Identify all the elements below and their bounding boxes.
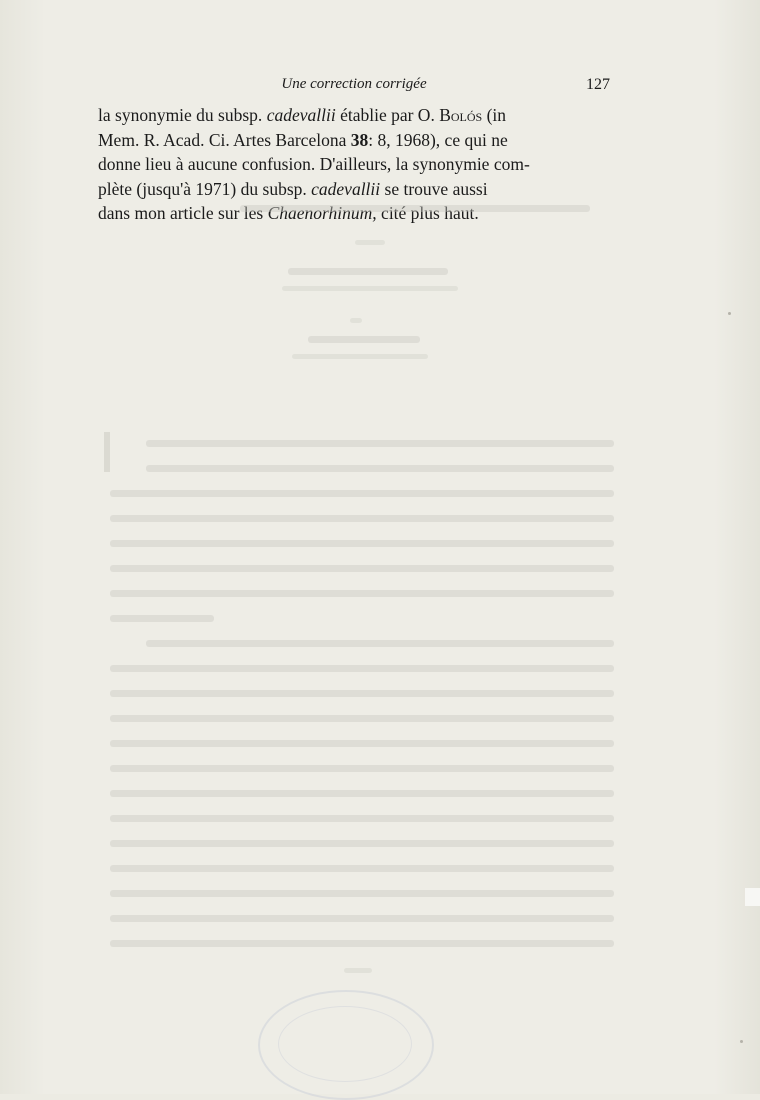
running-header [98, 76, 610, 98]
bleed-line [110, 865, 614, 872]
bleed-line [146, 640, 614, 647]
text-run: plète (jusqu'à 1971) du subsp. [98, 178, 312, 199]
bleed-line [110, 940, 614, 947]
bleed-line [288, 268, 448, 275]
bleed-line [350, 318, 362, 323]
bleed-line [110, 740, 614, 747]
bleed-line [110, 890, 614, 897]
italic-genus: Chaenorhinum, [267, 203, 377, 223]
italic-taxon: cadevallii [311, 178, 381, 199]
italic-taxon: cadevallii [266, 105, 336, 125]
bleed-line [110, 590, 614, 597]
bleed-line [282, 286, 458, 291]
bleed-line [110, 790, 614, 797]
author-name: Bolós [439, 105, 483, 125]
bleed-line [110, 840, 614, 847]
edge-mark [745, 888, 760, 906]
bleed-line [146, 440, 614, 447]
text-line [98, 103, 610, 128]
stamp-inner-ring [278, 1006, 412, 1082]
text-run: (in [482, 105, 507, 125]
bleed-line [292, 354, 428, 359]
text-line [98, 128, 610, 153]
edge-dot [728, 312, 731, 315]
text-run: la synonymie du subsp. [98, 105, 267, 125]
bleed-line [110, 690, 614, 697]
bleed-line [110, 565, 614, 572]
bleed-line [110, 815, 614, 822]
bleed-line [344, 968, 372, 973]
text-run: Mem. R. Acad. Ci. Artes Barcelona [98, 129, 351, 150]
text-line: donne lieu à aucune confusion. D'ailleurs, la synonymie com- [98, 154, 530, 174]
volume-number: 38 [350, 129, 369, 150]
bleed-drop-cap [104, 432, 136, 472]
bleed-line [110, 615, 214, 622]
bleed-line [308, 336, 420, 343]
edge-dot [740, 1040, 743, 1043]
bleed-line [110, 490, 614, 497]
bleed-line [110, 915, 614, 922]
running-title: Une correction corrigée [281, 76, 427, 92]
text-run: établie par O. [335, 105, 440, 125]
text-run: se trouve aussi [380, 178, 488, 199]
text-run: cité plus haut. [376, 203, 479, 223]
text-run: dans mon article sur les [98, 203, 268, 223]
bleed-line [240, 205, 590, 212]
bleed-line [110, 540, 614, 547]
page-number: 127 [586, 76, 610, 93]
bleed-line [110, 765, 614, 772]
bleed-line [110, 715, 614, 722]
text-line [98, 177, 610, 202]
text-run: : 8, 1968), ce qui ne [368, 129, 508, 150]
bleed-line [355, 240, 385, 245]
bleed-line [146, 465, 614, 472]
bleed-line [110, 515, 614, 522]
library-stamp-bleed [258, 990, 434, 1100]
bleed-line [110, 665, 614, 672]
